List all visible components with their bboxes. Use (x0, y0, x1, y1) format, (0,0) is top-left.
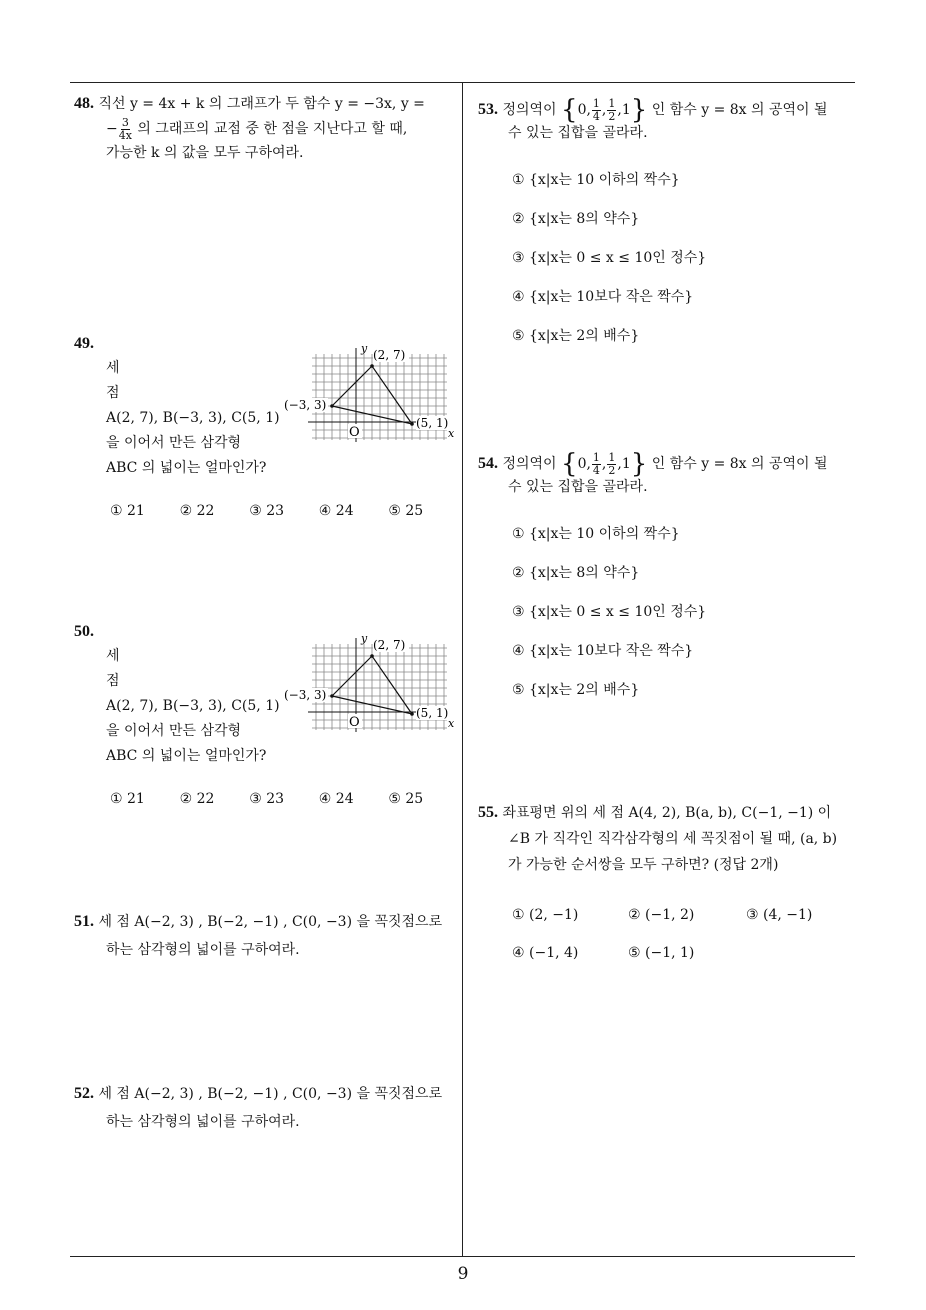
question-number: 52. (74, 1085, 94, 1102)
question-text-line1: 직선 y = 4x + k 의 그래프가 두 함수 y = −3x, y = (98, 96, 425, 112)
domain-label: 정의역이 (502, 456, 557, 472)
choice[interactable]: ④ {x|x는 10보다 작은 짝수} (512, 289, 694, 305)
question-55 (478, 800, 862, 966)
page-number: 9 (457, 1264, 469, 1284)
question-text-line1: 세 점 A(−2, 3) , B(−2, −1) , C(0, −3) 을 꼭짓점으로 (98, 914, 443, 930)
question-text-line2: 수 있는 집합을 골라라. (508, 125, 648, 141)
choice[interactable]: ① {x|x는 10 이하의 짝수} (512, 526, 680, 542)
choice[interactable]: ④ 24 (318, 503, 354, 519)
point-c-label: (5, 1) (416, 416, 449, 430)
question-text-line: 세 (106, 360, 120, 376)
question-text-line: A(2, 7), B(−3, 3), C(5, 1) (106, 698, 280, 714)
choice[interactable]: ② 22 (179, 503, 215, 519)
origin-label: O (349, 425, 360, 440)
question-number: 53. (478, 101, 498, 118)
question-number: 51. (74, 913, 94, 930)
triangle-graph (282, 340, 457, 445)
point-a-label: (2, 7) (373, 348, 406, 362)
y-axis-label: y (361, 632, 368, 645)
choices-row-2 (478, 940, 862, 966)
question-number: 48. (74, 95, 94, 112)
question-number: 50. (74, 623, 94, 640)
choice[interactable]: ② {x|x는 8의 약수} (512, 211, 640, 227)
choice[interactable]: ③ (4, −1) (746, 907, 813, 923)
x-axis-label: x (448, 427, 455, 440)
question-text-line: ABC 의 넓이는 얼마인가? (106, 748, 267, 764)
question-48 (74, 92, 458, 164)
choices (74, 503, 458, 519)
choices (74, 791, 458, 807)
question-text-line2: ∠B 가 직각인 직각삼각형의 세 꼭짓점이 될 때, (a, b) (508, 831, 838, 847)
choice[interactable]: ⑤ {x|x는 2의 배수} (512, 682, 640, 698)
question-number: 49. (74, 335, 94, 352)
question-53 (478, 88, 862, 363)
question-text-line: 점 (106, 385, 120, 401)
question-text-line: 점 (106, 673, 120, 689)
x-axis-label: x (448, 717, 455, 730)
choice[interactable]: ③ 23 (249, 791, 285, 807)
domain-set: {0, $\frac{1}{4}$ , $\frac{1}{2}$ ,1} (561, 449, 648, 479)
question-52 (74, 1080, 458, 1136)
question-text-line1: 세 점 A(−2, 3) , B(−2, −1) , C(0, −3) 을 꼭짓점으로 (98, 1086, 443, 1102)
choice[interactable]: ③ {x|x는 0 ≤ x ≤ 10인 정수} (512, 604, 707, 620)
choice[interactable]: ② (−1, 2) (628, 907, 695, 923)
choice[interactable]: ② 22 (179, 791, 215, 807)
question-text-line: A(2, 7), B(−3, 3), C(5, 1) (106, 410, 280, 426)
point-a-label: (2, 7) (373, 638, 406, 652)
fraction: $\frac{3}{4x}$ (118, 115, 132, 142)
choices-row-1 (478, 902, 862, 928)
domain-label: 정의역이 (502, 102, 557, 118)
choice[interactable]: ③ {x|x는 0 ≤ x ≤ 10인 정수} (512, 250, 707, 266)
choice[interactable]: ④ (−1, 4) (512, 945, 579, 961)
choice[interactable]: ① 21 (110, 791, 145, 807)
domain-set: {0, $\frac{1}{4}$ , $\frac{1}{2}$ ,1} (561, 95, 648, 125)
question-text-rest: 인 함수 y = 8x 의 공역이 될 (651, 102, 828, 118)
choice[interactable]: ⑤ 25 (388, 791, 424, 807)
point-b-label: (−3, 3) (284, 398, 327, 412)
choice[interactable]: ② {x|x는 8의 약수} (512, 565, 640, 581)
question-text-line2: 하는 삼각형의 넓이를 구하여라. (106, 1114, 300, 1130)
question-text-line3: 가능한 k 의 값을 모두 구하여라. (106, 145, 304, 161)
question-number: 54. (478, 455, 498, 472)
choice[interactable]: ⑤ {x|x는 2의 배수} (512, 328, 640, 344)
y-axis-label: y (361, 342, 368, 355)
choice[interactable]: ① {x|x는 10 이하의 짝수} (512, 172, 680, 188)
question-text-line3: 가 가능한 순서쌍을 모두 구하면? (정답 2개) (508, 857, 779, 873)
choice[interactable]: ④ {x|x는 10보다 작은 짝수} (512, 643, 694, 659)
choice[interactable]: ① 21 (110, 503, 145, 519)
origin-label: O (349, 715, 360, 730)
column-divider (462, 82, 463, 1257)
question-text-line2: 수 있는 집합을 골라라. (508, 479, 648, 495)
question-text-line: 세 (106, 648, 120, 664)
question-text-line: 을 이어서 만든 삼각형 (106, 435, 242, 451)
question-text-rest: 인 함수 y = 8x 의 공역이 될 (651, 456, 828, 472)
question-text-line2: 하는 삼각형의 넓이를 구하여라. (106, 942, 300, 958)
choice[interactable]: ⑤ 25 (388, 503, 424, 519)
question-51 (74, 908, 458, 964)
point-c-label: (5, 1) (416, 706, 449, 720)
question-text-line: 을 이어서 만든 삼각형 (106, 723, 242, 739)
minus-sign: − (106, 121, 118, 137)
question-54 (478, 442, 862, 717)
choice[interactable]: ⑤ (−1, 1) (628, 945, 695, 961)
point-b-label: (−3, 3) (284, 688, 327, 702)
question-text-line: ABC 의 넓이는 얼마인가? (106, 460, 267, 476)
choice[interactable]: ④ 24 (318, 791, 354, 807)
bottom-rule (70, 1256, 855, 1257)
choice[interactable]: ③ 23 (249, 503, 285, 519)
question-number: 55. (478, 804, 498, 821)
triangle-graph (282, 630, 457, 735)
question-text-line2: 의 그래프의 교점 중 한 점을 지난다고 할 때, (137, 121, 408, 137)
question-text-line1: 좌표평면 위의 세 점 A(4, 2), B(a, b), C(−1, −1) 이 (502, 805, 832, 821)
choice[interactable]: ① (2, −1) (512, 907, 579, 923)
